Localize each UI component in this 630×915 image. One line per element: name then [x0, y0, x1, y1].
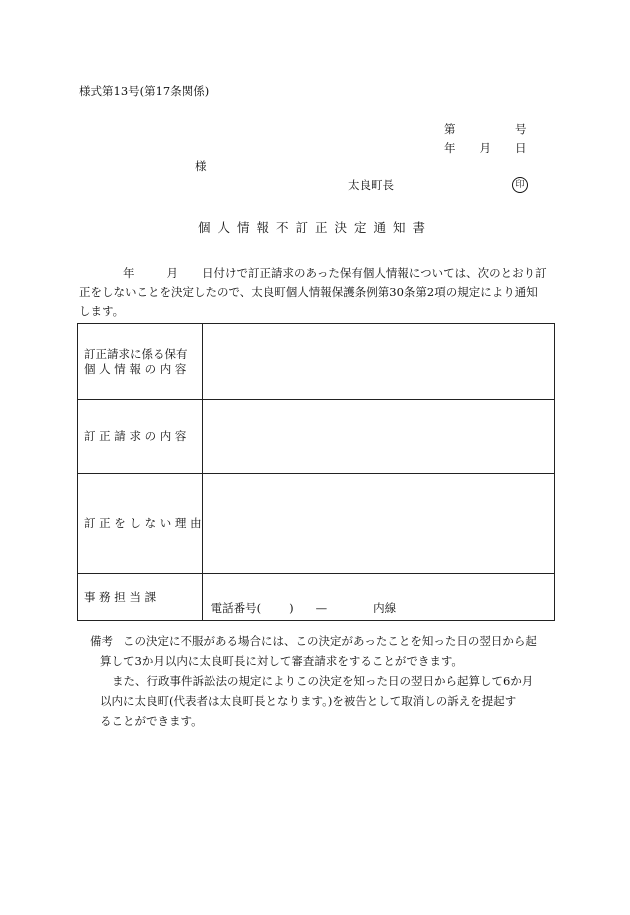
notes-line-3: また、行政事件訴訟法の規定によりこの決定を知った日の翌日から起算して6か月: [112, 674, 534, 688]
intro-paragraph: [79, 264, 553, 321]
addressee-suffix: 様: [195, 159, 207, 173]
document-number-suffix: 号: [515, 122, 527, 136]
date-day: 日: [515, 141, 527, 155]
notes-line-4: 以内に太良町(代表者は太良町長となります。)を被告として取消しの訴えを提起す: [100, 694, 517, 708]
issue-date: [444, 143, 527, 155]
extension-label: 内線: [373, 601, 397, 615]
notes-section: [90, 631, 556, 731]
document-title: 個人情報不訂正決定通知書: [197, 220, 432, 235]
issuer-name: 太良町長: [348, 178, 394, 192]
intro-year: 年: [123, 266, 135, 280]
notes-line-1: この決定に不服がある場合には、この決定があったことを知った日の翌日から起: [123, 634, 537, 648]
intro-line-1: 日付けで訂正請求のあった保有個人情報については、次のとおり訂: [202, 266, 547, 280]
intro-line-3: します。: [79, 304, 125, 318]
intro-line-2: 正をしないことを決定したので、太良町個人情報保護条例第30条第2項の規定により通知: [79, 285, 538, 299]
seal-mark: 印: [512, 177, 528, 193]
label-correction-request-content: 訂 正 請 求 の 内 容: [78, 400, 203, 474]
reason-for-refusal-field[interactable]: [202, 474, 554, 574]
personal-info-content-field[interactable]: [202, 324, 554, 400]
form-number: 様式第13号(第17条関係): [79, 84, 210, 98]
correction-request-content-field[interactable]: [202, 400, 554, 474]
date-year: 年: [444, 141, 456, 155]
notes-line-2: 算して3か月以内に太良町長に対して審査請求をすることができます。: [100, 654, 463, 668]
phone-dash: —: [315, 601, 328, 615]
intro-month: 月: [166, 266, 178, 280]
label-reason-for-refusal: 訂 正 を し な い 理 由: [78, 474, 203, 574]
notes-label: 備考: [90, 634, 113, 648]
department-in-charge-field[interactable]: [202, 574, 554, 621]
date-month: 月: [479, 141, 491, 155]
phone-number-line: [211, 600, 397, 616]
phone-close-paren: ): [289, 601, 294, 615]
decision-table: [77, 323, 555, 621]
phone-label: 電話番号(: [210, 601, 262, 615]
label-department-in-charge: 事 務 担 当 課: [78, 574, 203, 621]
notes-line-5: ることができます。: [100, 714, 203, 728]
label-personal-info-content: 訂正請求に係る保有 個 人 情 報 の 内 容: [78, 324, 203, 400]
document-number-label: 第: [444, 122, 456, 136]
